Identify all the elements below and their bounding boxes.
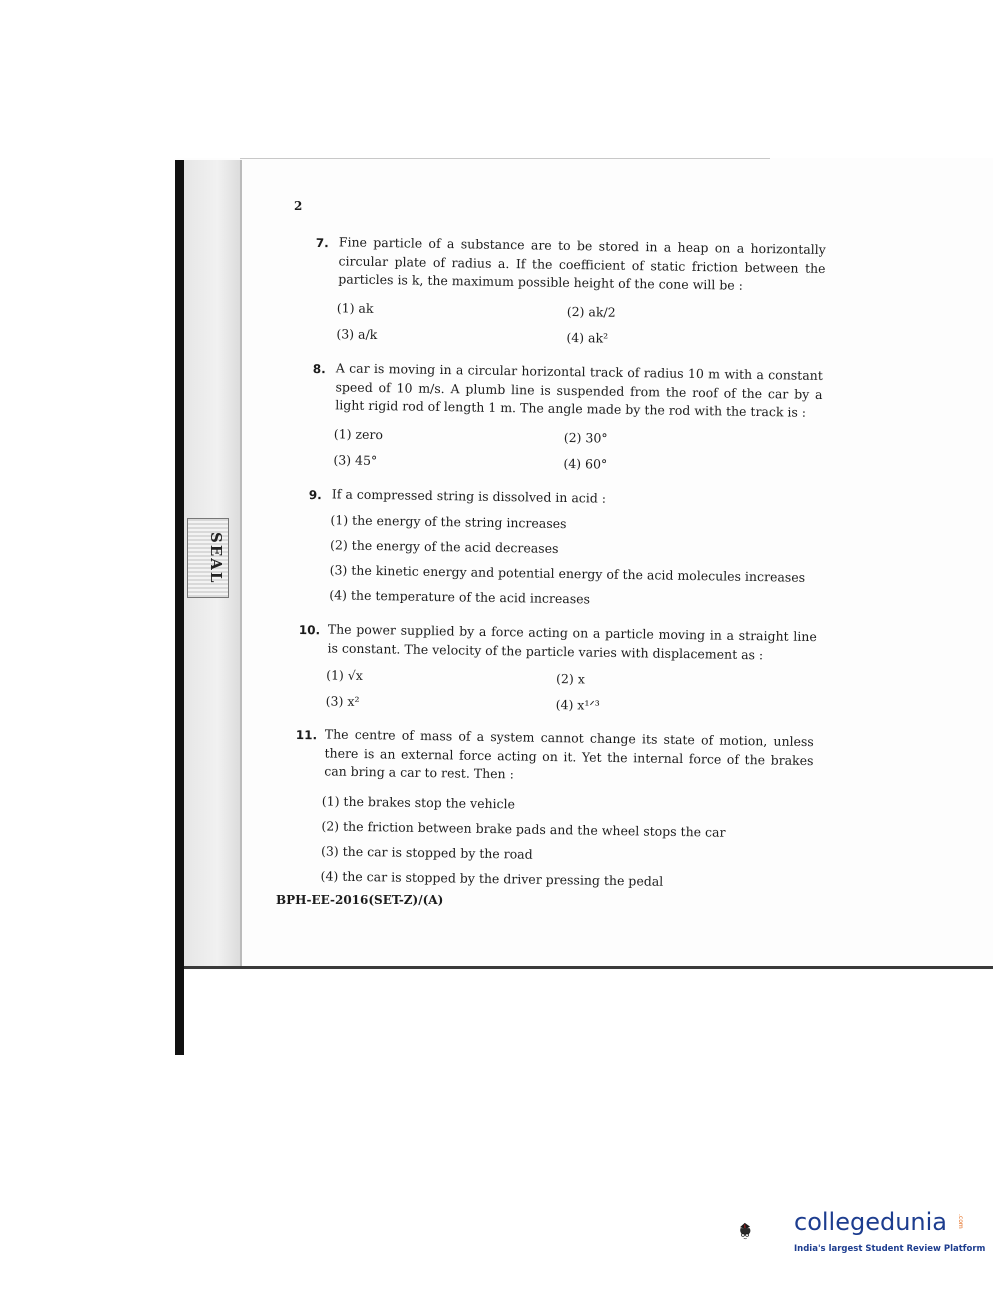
question-number: 10. [298, 622, 321, 638]
option-4: (4) ak² [566, 329, 609, 346]
question-number: 7. [315, 235, 329, 251]
paper-code: BPH-EE-2016(SET-Z)/(A) [276, 893, 444, 907]
option-2: (2) x [555, 671, 585, 687]
option-4: (4) the car is stopped by the driver pressing the pedal [320, 868, 664, 889]
option-1: (1) √x [326, 667, 363, 684]
scan-border-top [240, 158, 770, 159]
watermark-tagline: India's largest Student Review Platform [794, 1244, 986, 1254]
option-3: (3) the kinetic energy and potential energy of the acid molecules increases [329, 562, 806, 585]
question-text: A car is moving in a circular horizontal track of radius 10 m with a constant speed of 10 m/s. A plumb line is suspended from the roof of the car by a light rigid rod of length 1 m. The angle made by the rod with the track is : [335, 360, 823, 420]
option-2: (2) the friction between brake pads and the wheel stops the car [321, 818, 726, 840]
option-4: (4) the temperature of the acid increases [329, 587, 591, 607]
watermark-domain: .com [957, 1214, 964, 1229]
question-number: 8. [312, 361, 326, 377]
collegedunia-mascot-icon [738, 1196, 798, 1266]
option-1: (1) the brakes stop the vehicle [321, 793, 516, 812]
seal-label: SEAL [207, 531, 225, 585]
watermark-brand: collegedunia [794, 1208, 948, 1236]
option-3: (3) x² [325, 693, 360, 709]
option-4: (4) x¹ᐟ³ [555, 697, 600, 713]
option-3: (3) a/k [336, 326, 378, 342]
question-number: 11. [295, 727, 318, 743]
question-number: 9. [308, 487, 322, 503]
option-2: (2) ak/2 [566, 303, 616, 320]
option-3: (3) 45° [333, 452, 378, 469]
option-4: (4) 60° [563, 455, 608, 472]
option-1: (1) ak [336, 300, 374, 316]
scan-border-left [175, 160, 184, 1055]
question-text: If a compressed string is dissolved in acid : [331, 486, 607, 506]
question-text: Fine particle of a substance are to be stored in a heap on a horizontally circular plate of radius a. If the coefficient of static friction between the particles is k, the maximum possible height of the cone will be : [338, 234, 826, 293]
scan-border-bottom [184, 966, 993, 969]
question-text: The centre of mass of a system cannot change its state of motion, unless there is an external force acting on it. Yet the internal force of the brakes can bring a car to rest. Then : [324, 726, 814, 782]
question-text: The power supplied by a force acting on a particle moving in a straight line is constant. The velocity of the particle varies with displacement as : [327, 621, 817, 662]
option-2: (2) 30° [563, 429, 608, 446]
option-1: (1) zero [333, 426, 384, 443]
option-1: (1) the energy of the string increases [330, 512, 567, 532]
option-3: (3) the car is stopped by the road [320, 843, 533, 862]
option-2: (2) the energy of the acid decreases [329, 537, 559, 556]
page-number: 2 [294, 199, 303, 213]
